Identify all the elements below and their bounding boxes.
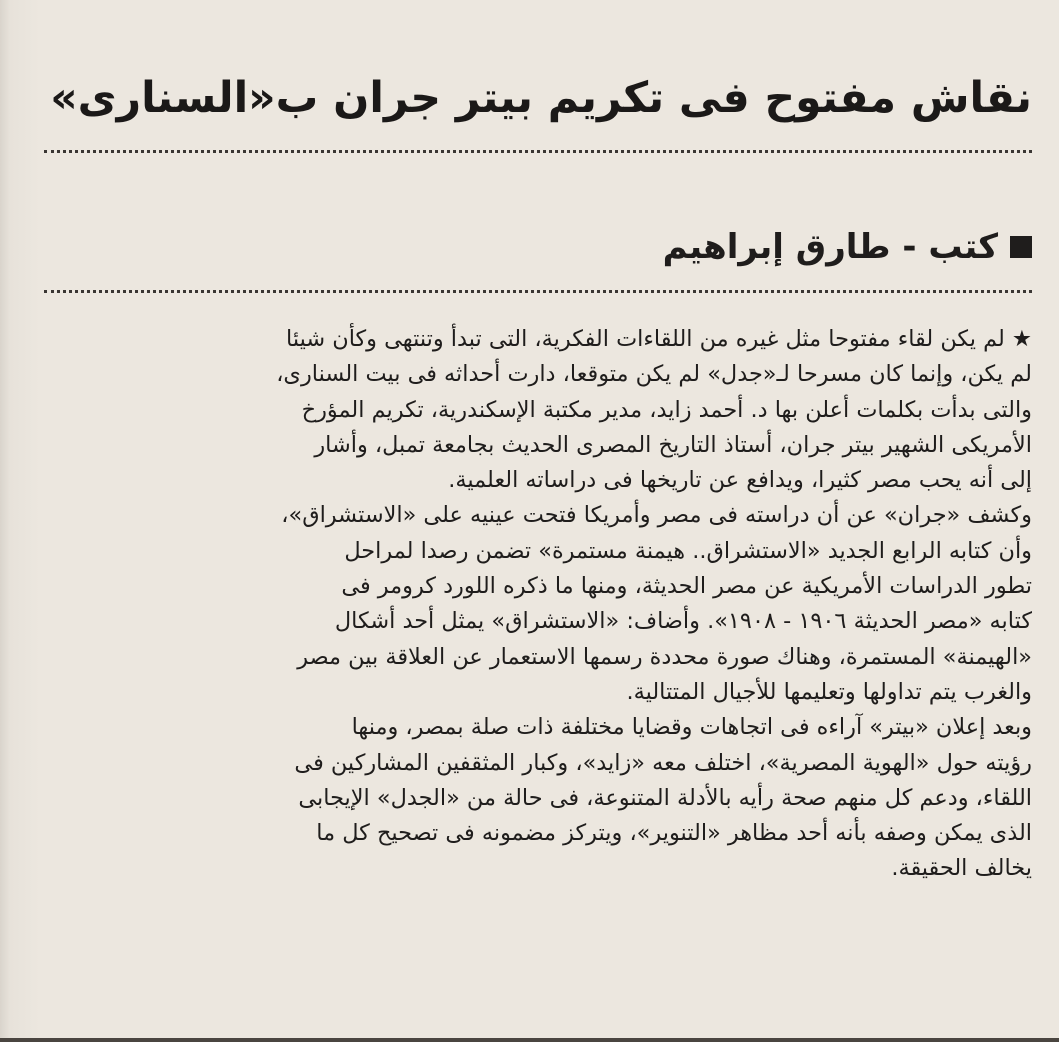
adjacent-column-bleed [0,0,40,1042]
dotted-divider [44,290,1032,293]
body-line: إلى أنه يحب مصر كثيرا، ويدافع عن تاريخها فى دراساته العلمية. [448,467,1032,494]
body-line: تطور الدراسات الأمريكية عن مصر الحديثة، ومنها ما ذكره اللورد كرومر فى [341,573,1032,600]
body-line: وكشف «جران» عن أن دراسته فى مصر وأمريكا فتحت عينيه على «الاستشراق»، [281,502,1032,529]
body-line: ★ لم يكن لقاء مفتوحا مثل غيره من اللقاءات الفكرية، التى تبدأ وتنتهى وكأن شيئا [286,326,1032,352]
body-line: الأمريكى الشهير بيتر جران، أستاذ التاريخ المصرى الحديث بجامعة تمبل، وأشار [314,431,1032,458]
byline [44,222,1032,272]
body-line: يخالف الحقيقة. [891,855,1032,882]
body-line: اللقاء، ودعم كل منهم صحة رأيه بالأدلة المتنوعة، فى حالة من «الجدل» الإيجابى [298,784,1032,811]
body-line: وبعد إعلان «بيتر» آراءه فى اتجاهات وقضايا مختلفة ذات صلة بمصر، ومنها [351,714,1032,741]
body-line: وأن كتابه الرابع الجديد «الاستشراق.. هيمنة مستمرة» تضمن رصدا لمراحل [344,537,1032,564]
article [44,0,1032,1042]
body-line: الذى يمكن وصفه بأنه أحد مظاهر «التنوير»، ويتركز مضمونه فى تصحيح كل ما [316,820,1032,847]
body-line: لم يكن، وإنما كان مسرحا لـ«جدل» لم يكن متوقعا، دارت أحداثه فى بيت السنارى، [276,361,1032,388]
byline-square-icon [1010,236,1032,258]
headline: نقاش مفتوح فى تكريم بيتر جران ب«السنارى» [50,74,1032,123]
body-line: كتابه «مصر الحديثة ١٩٠٦ - ١٩٠٨». وأضاف: «الاستشراق» يمثل أحد أشكال [334,608,1032,635]
dotted-divider [44,150,1032,153]
body-line: والغرب يتم تداولها وتعليمها للأجيال المتتالية. [626,678,1032,705]
body-line: والتى بدأت بكلمات أعلن بها د. أحمد زايد، مدير مكتبة الإسكندرية، تكريم المؤرخ [301,396,1032,423]
body-line: رؤيته حول «الهوية المصرية»، اختلف معه «زايد»، وكبار المثقفين المشاركين فى [294,749,1032,776]
body-line: «الهيمنة» المستمرة، وهناك صورة محددة رسمها الاستعمار عن العلاقة بين مصر [297,643,1032,670]
byline-text: كتب - طارق إبراهيم [662,227,998,267]
page-bottom-edge [0,1038,1059,1042]
article-body [44,322,1032,887]
